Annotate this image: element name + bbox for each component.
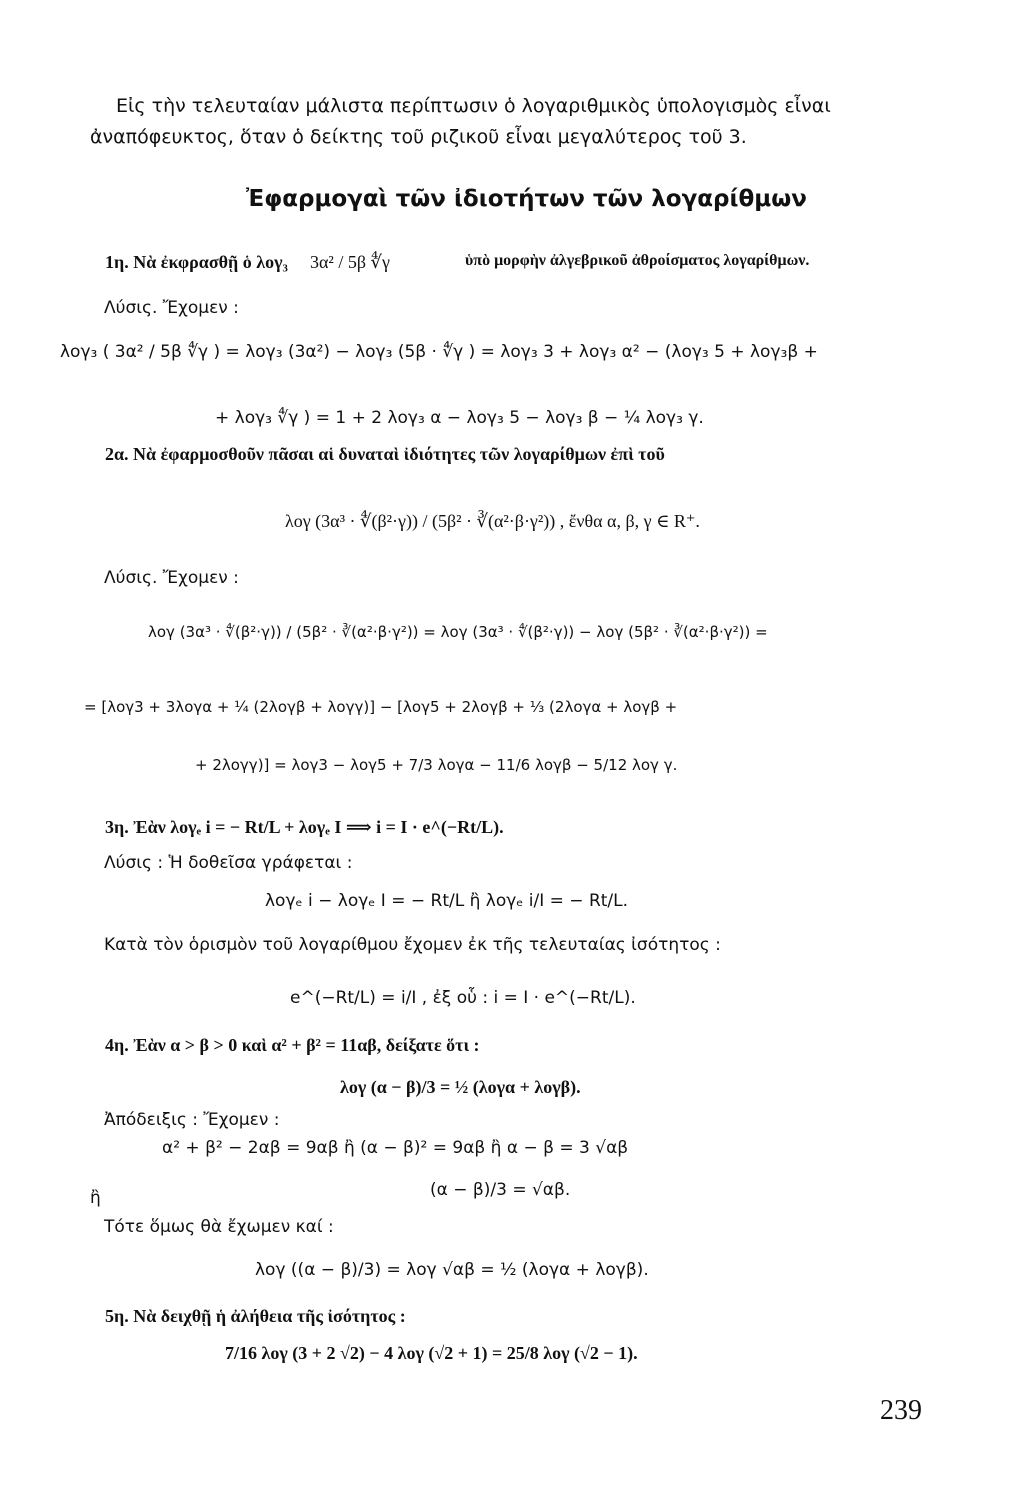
ex4-text: Τότε ὅμως θὰ ἔχωμεν καί :: [104, 1217, 334, 1237]
ex4-equation-2: (α − β)/3 = √αβ.: [430, 1180, 571, 1200]
ex3-solution-label: Λύσις : Ἡ δοθεῖσα γράφεται :: [104, 853, 353, 873]
ex2-equation-3: + 2λογγ)] = λογ3 − λογ5 + 7/3 λογα − 11/6 λογβ − 5/12 λογ γ.: [195, 756, 678, 774]
ex2-expression: λογ (3α³ · ∜(β²·γ)) / (5β² · ∛(α²·β·γ²)) , ἔνθα α, β, γ ∈ R⁺.: [285, 511, 700, 531]
ex2-label: 2α. Νὰ ἐφαρμοσθοῦν πᾶσαι αἱ δυναταὶ ἰδιότητες τῶν λογαρίθμων ἐπὶ τοῦ: [105, 444, 665, 464]
ex3-equation-1: λογₑ i − λογₑ I = − Rt/L ἢ λογₑ i/I = − Rt/L.: [265, 891, 629, 911]
intro-line-2: ἀναπόφευκτος, ὅταν ὁ δείκτης τοῦ ριζικοῦ εἶναι μεγαλύτερος τοῦ 3.: [90, 126, 747, 148]
ex1-label: 1η. Νὰ ἐκφρασθῇ ὁ λογ₃: [105, 252, 288, 272]
ex3-equation-2: e^(−Rt/L) = i/I , ἐξ οὗ : i = I · e^(−Rt/L).: [290, 988, 636, 1008]
ex4-claim: λογ (α − β)/3 = ½ (λογα + λογβ).: [340, 1077, 581, 1097]
section-title: Ἐφαρμογαὶ τῶν ἰδιοτήτων τῶν λογαρίθμων: [246, 186, 807, 212]
ex4-equation-3: λογ ((α − β)/3) = λογ √αβ = ½ (λογα + λογβ).: [255, 1260, 649, 1280]
ex4-proof-label: Ἀπόδειξις : Ἔχομεν :: [104, 1110, 280, 1130]
intro-line-1: Εἰς τὴν τελευταίαν μάλιστα περίπτωσιν ὁ λογαριθμικὸς ὑπολογισμὸς εἶναι: [116, 95, 831, 117]
page-number: 239: [880, 1395, 922, 1426]
ex3-text: Κατὰ τὸν ὁρισμὸν τοῦ λογαρίθμου ἔχομεν ἐκ τῆς τελευταίας ἰσότητος :: [104, 935, 721, 955]
ex1-tail: ὑπὸ μορφὴν ἀλγεβρικοῦ ἀθροίσματος λογαρίθμων.: [465, 252, 810, 269]
ex1-solution-label: Λύσις. Ἔχομεν :: [104, 298, 239, 318]
ex1-equation-2: + λογ₃ ∜γ ) = 1 + 2 λογ₃ α − λογ₃ 5 − λογ₃ β − ¼ λογ₃ γ.: [215, 408, 704, 428]
ex2-solution-label: Λύσις. Ἔχομεν :: [104, 568, 239, 588]
ex2-equation-1: λογ (3α³ · ∜(β²·γ)) / (5β² · ∛(α²·β·γ²)) = λογ (3α³ · ∜(β²·γ)) − λογ (5β² · ∛(α²·β·γ²)) =: [148, 623, 768, 641]
ex1-equation-1: λογ₃ ( 3α² / 5β ∜γ ) = λογ₃ (3α²) − λογ₃ (5β · ∜γ ) = λογ₃ 3 + λογ₃ α² − (λογ₃ 5 + λογ₃β +: [60, 342, 818, 362]
ex4-equation-1: α² + β² − 2αβ = 9αβ ἢ (α − β)² = 9αβ ἢ α − β = 3 √αβ: [162, 1138, 629, 1158]
ex5-label: 5η. Νὰ δειχθῇ ἡ ἀλήθεια τῆς ἰσότητος :: [105, 1306, 406, 1326]
ex4-or: ἢ: [90, 1188, 101, 1208]
ex5-equation: 7/16 λογ (3 + 2 √2) − 4 λογ (√2 + 1) = 25/8 λογ (√2 − 1).: [225, 1343, 638, 1363]
ex2-equation-2: = [λογ3 + 3λογα + ¼ (2λογβ + λογγ)] − [λογ5 + 2λογβ + ⅓ (2λογα + λογβ +: [84, 698, 678, 716]
ex3-label: 3η. Ἐὰν λογₑ i = − Rt/L + λογₑ I ⟹ i = I · e^(−Rt/L).: [105, 817, 504, 837]
ex4-label: 4η. Ἐὰν α > β > 0 καὶ α² + β² = 11αβ, δείξατε ὅτι :: [105, 1035, 480, 1055]
ex1-fraction: 3α² / 5β ∜γ: [310, 252, 390, 272]
